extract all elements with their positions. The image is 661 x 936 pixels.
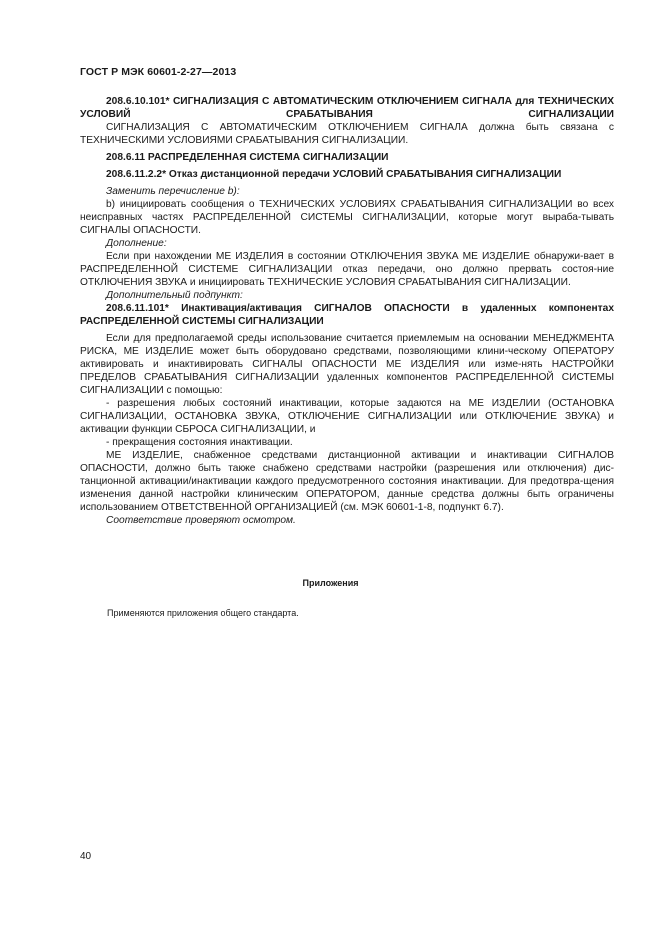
compliance-note: Соответствие проверяют осмотром.: [106, 515, 296, 526]
list-item-enable-inactivation: - разрешения любых состояний инактивации, которые задаются на МЕ ИЗДЕЛИИ (ОСТАНОВКА СИГНАЛИЗАЦИИ, ОСТАНОВКА ЗВУКА, ОТКЛЮЧЕНИЕ СИГНАЛИЗАЦИИ или ОТКЛЮЧЕНИЕ ЗВУКА) и активации функции СБРОСА СИГНАЛИЗАЦИИ, и: [80, 398, 614, 435]
remote-activation-text: МЕ ИЗДЕЛИЕ, снабженное средствами дистанционной активации и инактивации СИГНАЛОВ ОПАСНОСТИ, должно быть также снабжено средствами настройки (разрешения или отключения) дис-танционной активации/инактивации каждого предусмотренного состояния инактивации. Для предотвра-щения изменения данной настройки клиническим ОПЕРАТОРОМ, данные средства должны быть ограничены использованием ОТВЕТСТВЕННОЙ ОРГАНИЗАЦИЕЙ (см. МЭК 60601-1-8, подпункт 6.7).: [80, 450, 614, 513]
document-header: ГОСТ Р МЭК 60601-2-27—2013: [80, 66, 237, 78]
clause-208-6-11-101-text: Если для предполагаемой среды использование считается приемлемым на основании МЕНЕДЖМЕНТА РИСКА, МЕ ИЗДЕЛИЕ может быть оборудовано средствами, позволяющими клини-ческому ОПЕРАТОРУ активировать и инактивировать СИГНАЛЫ ОПАСНОСТИ МЕ ИЗДЕЛИЯ или изме-нять НАСТРОЙКИ ПРЕДЕЛОВ СРАБАТЫВАНИЯ СИГНАЛИЗАЦИИ удаленных компонентов РАСПРЕДЕЛЕННОЙ СИСТЕМЫ СИГНАЛИЗАЦИИ с помощью:: [80, 333, 614, 396]
additional-subclause-note: Дополнительный подпункт:: [106, 290, 243, 301]
clause-208-6-10-101-text: СИГНАЛИЗАЦИЯ С АВТОМАТИЧЕСКИМ ОТКЛЮЧЕНИЕМ СИГНАЛА должна быть связана с ТЕХНИЧЕСКИМИ УСЛОВИЯМИ СРАБАТЫВАНИЯ СИГНАЛИЗАЦИИ.: [80, 122, 614, 146]
clause-208-6-11-101-heading: 208.6.11.101* Инактивация/активация СИГНАЛОВ ОПАСНОСТИ в удаленных компонентах РАСПРЕДЕЛЕННОЙ СИСТЕМЫ СИГНАЛИЗАЦИИ: [80, 303, 614, 327]
page-number: 40: [80, 851, 92, 862]
replace-note: Заменить перечисление b):: [106, 186, 240, 197]
appendix-title: Приложения: [302, 578, 359, 588]
clause-208-6-11-2-2-heading: 208.6.11.2.2* Отказ дистанционной передачи УСЛОВИЙ СРАБАТЫВАНИЯ СИГНАЛИЗАЦИИ: [106, 169, 562, 180]
list-item-terminate-inactivation: - прекращения состояния инактивации.: [106, 437, 293, 448]
appendix-text: Применяются приложения общего стандарта.: [107, 608, 299, 618]
clause-208-6-11-heading: 208.6.11 РАСПРЕДЕЛЕННАЯ СИСТЕМА СИГНАЛИЗАЦИИ: [106, 152, 389, 163]
document-body: [80, 95, 614, 527]
addition-note: Дополнение:: [106, 238, 167, 249]
clause-208-6-10-101-heading: 208.6.10.101* СИГНАЛИЗАЦИЯ С АВТОМАТИЧЕСКИМ ОТКЛЮЧЕНИЕМ СИГНАЛА для ТЕХНИЧЕСКИХ УСЛОВИЙ СРАБАТЫВАНИЯ СИГНАЛИЗАЦИИ: [80, 96, 614, 120]
addition-text: Если при нахождении МЕ ИЗДЕЛИЯ в состоянии ОТКЛЮЧЕНИЯ ЗВУКА МЕ ИЗДЕЛИЕ обнаружи-вает в РАСПРЕДЕЛЕННОЙ СИСТЕМЕ СИГНАЛИЗАЦИИ отказ передачи, оно должно прервать состоя-ние ОТКЛЮЧЕНИЯ ЗВУКА и инициировать ТЕХНИЧЕСКИЕ УСЛОВИЯ СРАБАТЫВАНИЯ СИГНАЛИЗАЦИИ.: [80, 251, 614, 288]
item-b-text: b) инициировать сообщения о ТЕХНИЧЕСКИХ УСЛОВИЯХ СРАБАТЫВАНИЯ СИГНАЛИЗАЦИИ во всех неисправных частях РАСПРЕДЕЛЕННОЙ СИСТЕМЫ СИГНАЛИЗАЦИИ, которые могут выраба-тывать СИГНАЛЫ ОПАСНОСТИ.: [80, 199, 614, 236]
